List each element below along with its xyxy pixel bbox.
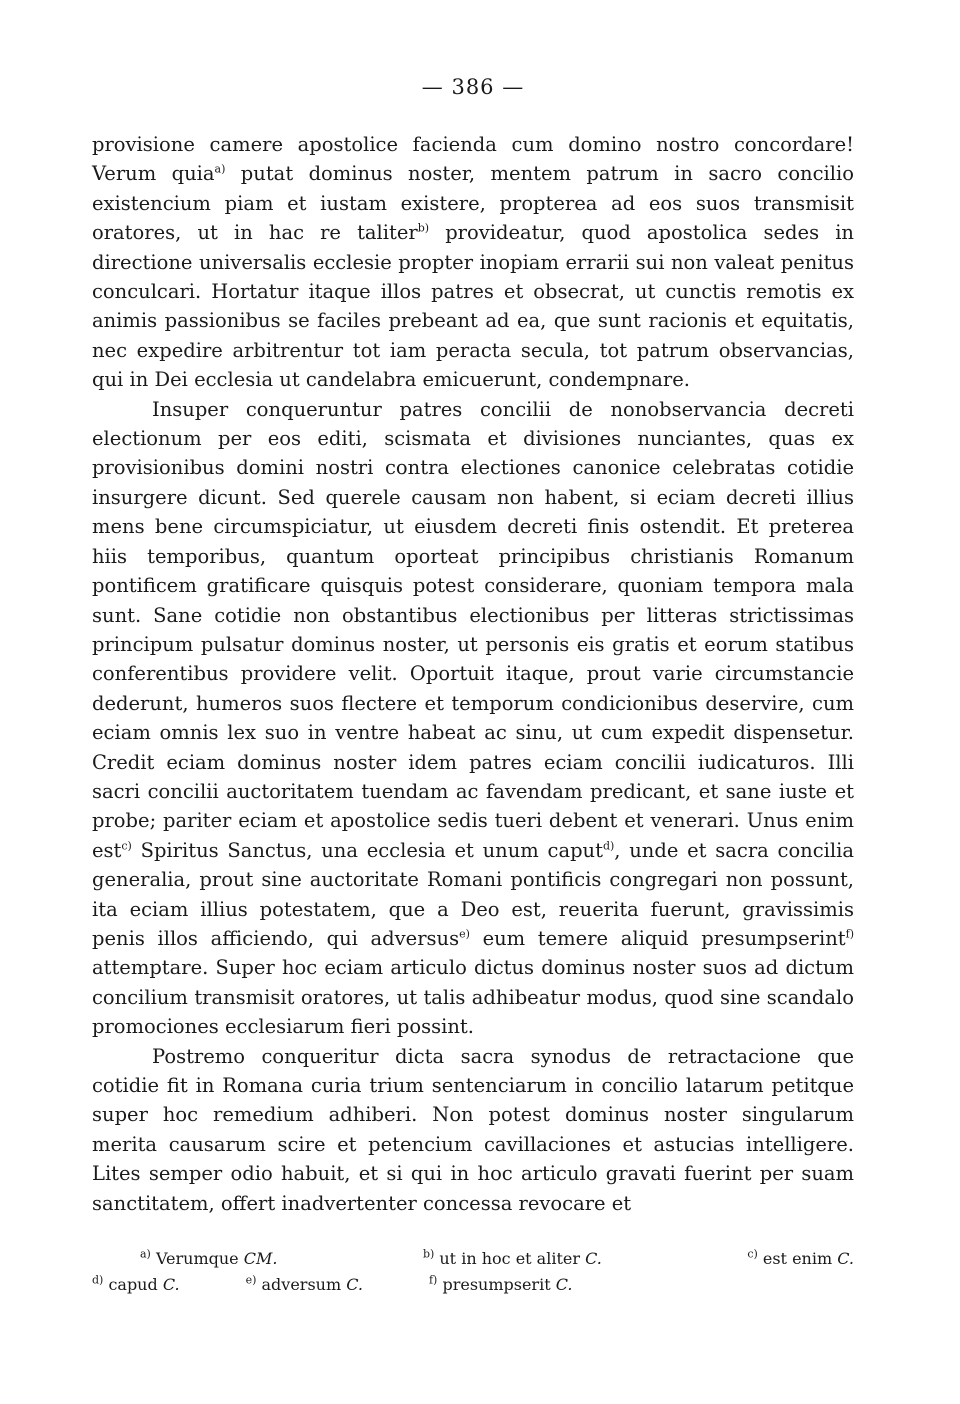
text-segment: eum temere aliquid presumpserint (469, 926, 846, 950)
footnote-mark: f) (428, 1273, 438, 1287)
footnote-reference: d) (602, 839, 615, 853)
text-segment: , unde et sacra concilia generalia, prout sine auctoritate Romani pontificis congregari non possunt, ita eciam illius potestatem, que a Deo est, reuerita fuerunt, gravissimis penis illos afficiendo, qui adversus (92, 838, 854, 950)
paragraph (92, 130, 854, 395)
footnote-sigla: CM. (243, 1249, 278, 1269)
footnote-mark: d) (92, 1273, 104, 1287)
body-text (92, 130, 854, 1218)
footnote-sigla: C. (346, 1275, 363, 1295)
paragraph (92, 395, 854, 1042)
footnote-reference: b) (417, 221, 430, 235)
footnote-e (246, 1272, 363, 1298)
paragraph (92, 1042, 854, 1218)
footnote-c (747, 1246, 854, 1272)
footnote-text: adversum (261, 1275, 342, 1295)
footnote-row (92, 1246, 854, 1272)
footnote-f (429, 1272, 573, 1298)
text-segment: provideatur, quod apostolica sedes in directione universalis ecclesie propter inopiam errarii sui non valeat penitus conculcari. Hortatur itaque illos patres et obsecrat, ut cunctis remotis ex animis passionibus se faciles prebeant ad ea, que sunt racionis et equitatis, nec expedire arbitrentur tot iam peracta secula, tot patrum observancias, qui in Dei ecclesia ut candelabra emicuerunt, condempnare. (92, 221, 854, 392)
text-segment: attemptare. Super hoc eciam articulo dictus dominus noster suos ad dictum concilium transmisit oratores, ut talis adhibeatur modus, quod sine scandalo promociones ecclesiarum fieri possint. (92, 956, 854, 1039)
footnote-text: ut in hoc et aliter (439, 1249, 580, 1269)
footnote-sigla: C. (555, 1275, 573, 1295)
footnote-text: Verumque (155, 1249, 239, 1269)
footnote-sigla: C. (585, 1249, 602, 1269)
footnote-mark: e) (245, 1273, 257, 1287)
footnote-d (92, 1272, 180, 1298)
footnote-a (140, 1246, 277, 1272)
footnote-text: presumpserit (442, 1275, 551, 1295)
footnote-text: est enim (762, 1249, 833, 1269)
footnote-mark: a) (140, 1247, 151, 1261)
footnote-sigla: C. (162, 1275, 180, 1295)
footnote-row (92, 1272, 854, 1298)
text-segment: Spiritus Sanctus, una ecclesia et unum caput (131, 838, 603, 862)
footnote-reference: e) (459, 927, 470, 941)
footnote-mark: b) (422, 1247, 435, 1261)
document-page (92, 72, 854, 1298)
footnote-reference: f) (845, 927, 854, 941)
footnote-reference: c) (121, 839, 132, 853)
footnote-b (423, 1246, 602, 1272)
text-segment: putat dominus noster, mentem patrum in sacro concilio existencium piam et iustam existere, propterea ad eos suos transmisit oratores, ut in hac re taliter (92, 162, 854, 245)
footnote-text: capud (108, 1275, 158, 1295)
footnotes (92, 1246, 854, 1298)
text-segment: Postremo conqueritur dicta sacra synodus de retractacione que cotidie fit in Romana curia trium sentenciarum in concilio latarum petitque super hoc remedium adhiberi. Non potest dominus noster singularum merita causarum scire et petencium cavillaciones et astucias intelligere. Lites semper odio habuit, et si qui in hoc articulo gravati fuerint per suam sanctitatem, offert inadvertenter concessa revocare et (92, 1044, 854, 1215)
text-segment: provisione camere apostolice facienda cum domino nostro concordare! Verum quia (92, 133, 854, 186)
text-segment: Insuper conqueruntur patres concilii de nonobservancia decreti electionum per eos editi, scismata et divisiones nunciantes, quas ex provisionibus domini nostri contra electiones canonice celebratas cotidie insurgere dicunt. Sed querele causam non habent, si eciam decreti illius mens bene circumspiciatur, ut eiusdem decreti finis ostendit. Et preterea hiis temporibus, quantum oporteat principibus christianis Romanum pontificem gratificare quisquis potest considerare, quoniam tempora mala sunt. Sane cotidie non obstantibus electionibus per litteras strictissimas principum pulsatur dominus noster, ut personis eis gratis et eorum statibus conferentibus providere velit. Oportuit itaque, prout varie circumstancie dederunt, humeros suos flectere et temporum condicionibus deservire, cum eciam omnis lex suo in ventre habeat ac sinu, ut cum expedit dispensetur. Credit eciam dominus noster idem patres eciam concilii iudicaturos. Illi sacri concilii auctoritatem tuendam ac favendam predicant, et sane iuste et probe; pariter eciam et apostolice sedis tueri debent et venerari. Unus enim est (92, 397, 854, 862)
footnote-mark: c) (747, 1247, 758, 1261)
footnote-sigla: C. (837, 1249, 854, 1269)
footnote-reference: a) (214, 162, 226, 176)
page-number: — 386 — (421, 75, 525, 99)
